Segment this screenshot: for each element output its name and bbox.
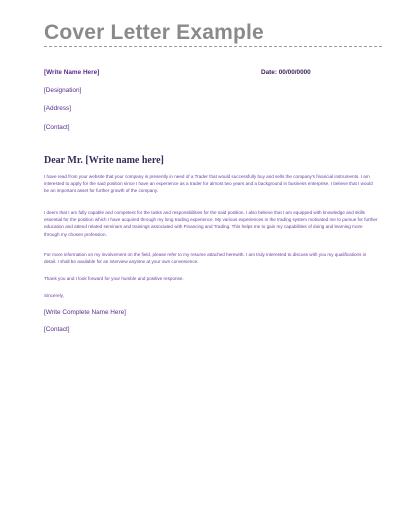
- letter-date: Date: 00/00/0000: [261, 69, 311, 76]
- sender-designation: [Designation]: [44, 87, 82, 94]
- body-paragraph-4: Thank you and I look forward for your humble and positive response.: [44, 276, 184, 281]
- signature-contact: [Contact]: [44, 326, 70, 333]
- sender-contact: [Contact]: [44, 124, 70, 131]
- body-paragraph-2: I deem that I am fully capable and competent for the tasks and responsibilities for the said position. I also believe that I am equipped with knowledge and skills essential for the position which I have acquired through my long trading experience. My various experiences in the trading system motivated me to pursue for further education and attend related seminars and trainings associated with Financing and Trading. This helps me to gain my capabilities of doing and learning more through my chosen profession.: [44, 210, 378, 237]
- body-paragraph-3: For more information on my involvement on the field, please refer to my resume attached herewith. I am truly interested to discuss with you my qualifications in detail. I shall be available for an interview anytime at your own convenience.: [44, 252, 367, 265]
- document-title: Cover Letter Example: [44, 21, 264, 44]
- body-paragraph-1: I have read from your website that your company is presently in need of a Trader that would successfully buy and sells the company's financial instruments. I am interested to apply for the said position since I have an experience as a trader for almost two years and a background in business enterprise. I believe that I would be an important asset for further growth of the company.: [44, 174, 373, 194]
- closing: Sincerely,: [44, 293, 64, 298]
- sender-address: [Address]: [44, 105, 71, 112]
- title-divider: [44, 46, 382, 47]
- sender-name: [Write Name Here]: [44, 69, 100, 76]
- salutation: Dear Mr. [Write name here]: [44, 155, 164, 166]
- signature-name: [Write Complete Name Here]: [44, 309, 126, 316]
